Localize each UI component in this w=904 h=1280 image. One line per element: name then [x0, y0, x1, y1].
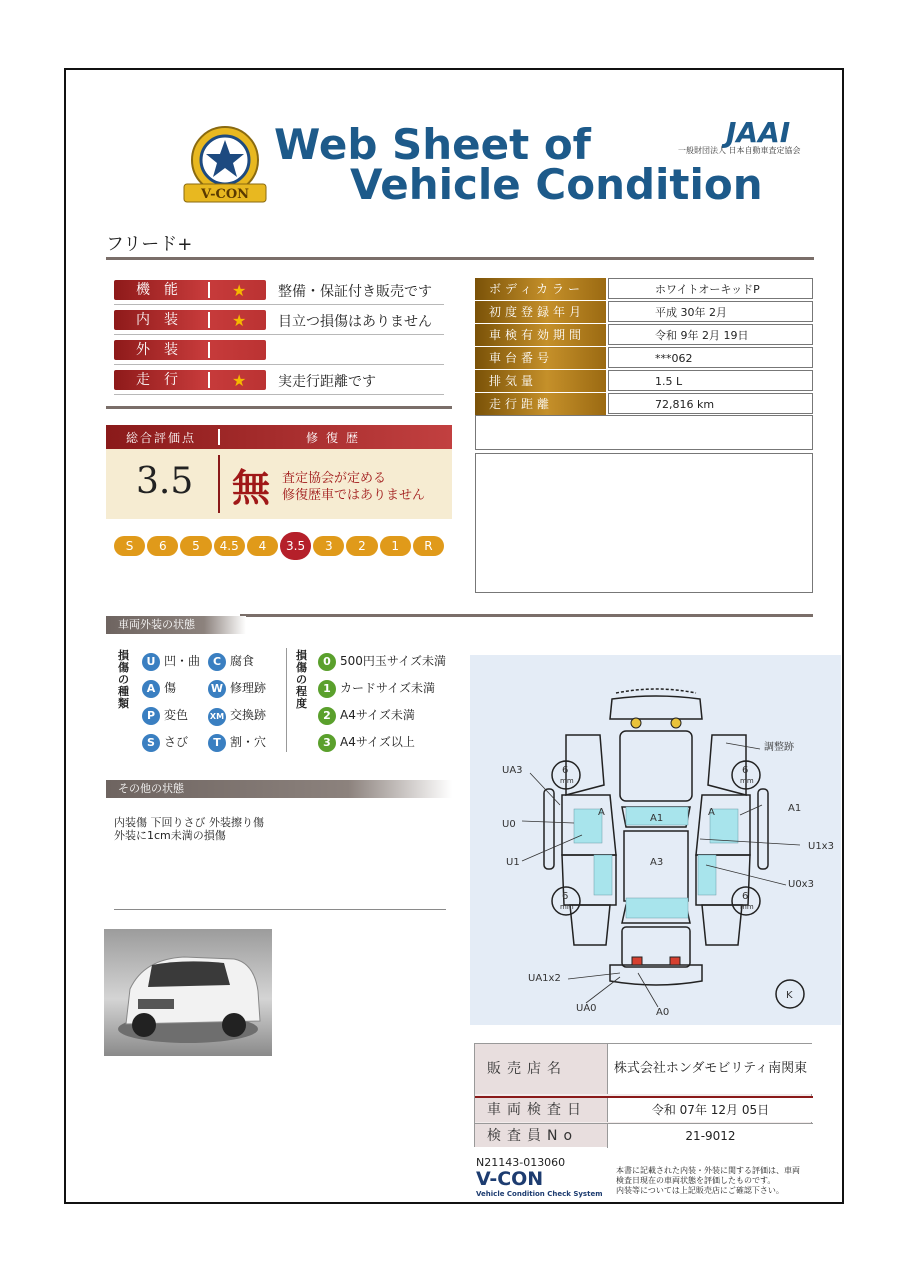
label-a3-center: A3 — [650, 857, 664, 868]
damage-type-text: 割・穴 — [230, 735, 267, 749]
damage-degree-item — [318, 733, 415, 752]
section-rule — [240, 614, 813, 617]
footer-note-2: 検査日現在の車両状態を評価したものです。 — [616, 1176, 776, 1185]
tire-fl: 6 — [562, 765, 569, 776]
score-label: 総合評価点 — [126, 431, 197, 445]
grade-item: 5 — [180, 536, 211, 556]
damage-type-item — [208, 706, 266, 726]
jaai-logo: JAAI — [726, 116, 791, 149]
logo-text: V-CON — [200, 187, 250, 202]
header-divider — [106, 257, 814, 260]
rating-divider — [218, 429, 220, 445]
info-value: ***062 — [608, 347, 813, 368]
grade-item: R — [413, 536, 444, 556]
footer-brand-sub: Vehicle Condition Check System — [476, 1190, 603, 1198]
damage-type-item — [142, 652, 200, 671]
grade-selected: 3.5 — [280, 532, 311, 560]
other-line-1: 内装傷 下回りさび 外装擦り傷 — [114, 816, 264, 829]
condition-label — [114, 340, 266, 360]
rating-body — [106, 449, 452, 519]
body-divider — [218, 455, 220, 513]
jaai-subtitle: 一般財団法人 日本自動車査定協会 — [678, 146, 801, 155]
label-ua3: UA3 — [502, 765, 523, 776]
other-section-label: その他の状態 — [118, 782, 184, 795]
grade-scale — [114, 536, 446, 556]
info-label: 車検有効期間 — [475, 324, 606, 346]
star-icon: ★ — [232, 311, 247, 330]
degree-code-icon: 1 — [318, 680, 336, 698]
condition-row-line — [114, 394, 444, 395]
grade-item: 3 — [313, 536, 344, 556]
info-label: 走行距離 — [475, 393, 606, 415]
label-ua1x2: UA1x2 — [528, 973, 561, 984]
info-label: 排気量 — [475, 370, 606, 392]
mark-a-right: A — [708, 807, 715, 818]
info-label: 初度登録年月 — [475, 301, 606, 323]
title-line-2: Vehicle Condition — [350, 160, 763, 209]
condition-text: 整備・保証付き販売です — [278, 284, 432, 300]
score-value: 3.5 — [136, 461, 194, 502]
footer-note — [616, 1166, 800, 1196]
exterior-section-title: 車両外装の状態 — [106, 616, 246, 634]
condition-text: 実走行距離です — [278, 374, 376, 390]
tire-rr: 6 — [742, 891, 749, 902]
other-section-title — [106, 780, 452, 798]
label-u0x3: U0x3 — [788, 879, 814, 890]
label-k: K — [786, 990, 793, 1001]
condition-label — [114, 280, 266, 300]
degree-code-icon: 0 — [318, 653, 336, 671]
damage-degree-text: カードサイズ未満 — [340, 681, 436, 695]
damage-degree-item — [318, 652, 446, 671]
inspect-date-label: 車両検査日 — [475, 1098, 607, 1122]
condition-label-text: 走行 — [136, 372, 192, 388]
damage-code-icon: U — [142, 653, 160, 671]
condition-label — [114, 370, 266, 390]
info-label: 車台番号 — [475, 347, 606, 369]
label-ua0: UA0 — [576, 1003, 597, 1014]
grade-item: 1 — [380, 536, 411, 556]
grade-item: 4 — [247, 536, 278, 556]
info-notes-box — [475, 453, 813, 593]
grade-item: 6 — [147, 536, 178, 556]
other-divider — [114, 909, 446, 910]
info-label: ボディカラー — [475, 278, 606, 300]
footer-brand: V-CON — [476, 1168, 544, 1190]
vcon-logo — [174, 124, 276, 210]
info-value: 令和 9年 2月 19日 — [608, 324, 813, 345]
damage-type-text: 変色 — [164, 708, 189, 722]
damage-type-text: 修理跡 — [230, 681, 267, 695]
title-line-1: Web Sheet of — [274, 120, 591, 169]
damage-degree-label: 損傷の程度 — [296, 649, 307, 710]
footer-code: N21143-013060 — [476, 1156, 566, 1169]
tire-fr-unit: mm — [740, 777, 754, 785]
label-u1x3: U1x3 — [808, 841, 834, 852]
damage-type-item — [142, 733, 188, 752]
footer-note-3: 内装等については上記販売店にご確認下さい。 — [616, 1186, 784, 1195]
label-bar — [208, 342, 210, 358]
grade-item: S — [114, 536, 145, 556]
vehicle-name: フリード+ — [106, 234, 193, 255]
grade-item: 2 — [346, 536, 377, 556]
damage-degree-item — [318, 706, 415, 725]
damage-type-text: 傷 — [164, 681, 177, 695]
damage-code-icon: C — [208, 653, 226, 671]
info-value: 平成 30年 2月 — [608, 301, 813, 322]
damage-degree-item — [318, 679, 435, 698]
info-value: 1.5 L — [608, 370, 813, 391]
label-u1: U1 — [506, 857, 520, 868]
damage-type-text: 凹・曲 — [164, 654, 201, 668]
condition-label-text: 内装 — [136, 312, 192, 328]
mark-a-left: A — [598, 807, 605, 818]
tire-rr-unit: mm — [740, 903, 754, 911]
damage-degree-text: A4サイズ未満 — [340, 708, 415, 722]
star-icon: ★ — [232, 281, 247, 300]
damage-type-text: 腐食 — [230, 654, 255, 668]
damage-code-icon: T — [208, 734, 226, 752]
inspector-value: 21-9012 — [607, 1123, 813, 1148]
label-a0: A0 — [656, 1007, 670, 1018]
shop-table — [474, 1043, 812, 1147]
condition-label-text: 機能 — [136, 282, 192, 298]
condition-row-line — [114, 334, 444, 335]
damage-type-item — [142, 706, 188, 725]
damage-type-item — [208, 652, 254, 671]
condition-row-line — [114, 304, 444, 305]
damage-degree-text: A4サイズ以上 — [340, 735, 415, 749]
label-bar — [208, 282, 210, 298]
legend-divider — [286, 648, 287, 752]
condition-divider — [106, 406, 452, 409]
footer-note-1: 本書に記載された内装・外装に関する評価は、車両 — [616, 1166, 800, 1175]
info-blank-box — [475, 415, 813, 450]
label-u0: U0 — [502, 819, 516, 830]
store-value: 株式会社ホンダモビリティ南関東 — [607, 1044, 813, 1094]
car-photo — [104, 929, 272, 1056]
damage-diagram — [470, 655, 841, 1025]
condition-text: 目立つ損傷はありません — [278, 314, 432, 330]
degree-code-icon: 3 — [318, 734, 336, 752]
damage-type-item — [208, 733, 266, 752]
damage-type-text: さび — [164, 735, 189, 749]
degree-code-icon: 2 — [318, 707, 336, 725]
grade-item: 4.5 — [214, 536, 245, 556]
label-bar — [208, 372, 210, 388]
condition-label — [114, 310, 266, 330]
inspect-date-value: 令和 07年 12月 05日 — [607, 1098, 813, 1122]
damage-type-item — [142, 679, 176, 698]
label-a1-center: A1 — [650, 813, 664, 824]
store-label: 販売店名 — [475, 1044, 607, 1094]
label-a1-right: A1 — [788, 803, 802, 814]
condition-label-text: 外装 — [136, 342, 192, 358]
tire-fr: 6 — [742, 765, 749, 776]
damage-type-label: 損傷の種類 — [118, 649, 129, 710]
label-adjust: 調整跡 — [764, 742, 794, 753]
tire-rl: 6 — [562, 891, 569, 902]
rating-header — [106, 425, 452, 449]
damage-type-item — [208, 679, 266, 698]
history-value: 無 — [232, 465, 271, 510]
damage-code-icon: W — [208, 680, 226, 698]
tire-fl-unit: mm — [560, 777, 574, 785]
history-label: 修復歴 — [306, 431, 367, 445]
star-icon: ★ — [232, 371, 247, 390]
damage-type-text: 交換跡 — [230, 708, 267, 722]
condition-row-line — [114, 364, 444, 365]
damage-code-icon: A — [142, 680, 160, 698]
other-line-2: 外装に1cm未満の損傷 — [114, 829, 226, 842]
inspector-label: 検査員No — [475, 1123, 607, 1147]
history-text-2: 修復歴車ではありません — [282, 488, 426, 503]
damage-code-icon: P — [142, 707, 160, 725]
damage-code-icon: S — [142, 734, 160, 752]
info-value: ホワイトオーキッドP — [608, 278, 813, 299]
history-text-1: 査定協会が定める — [282, 471, 387, 486]
tire-rl-unit: mm — [560, 903, 574, 911]
damage-code-icon: XM — [208, 708, 226, 726]
info-value: 72,816 km — [608, 393, 813, 414]
label-bar — [208, 312, 210, 328]
damage-degree-text: 500円玉サイズ未満 — [340, 654, 446, 668]
